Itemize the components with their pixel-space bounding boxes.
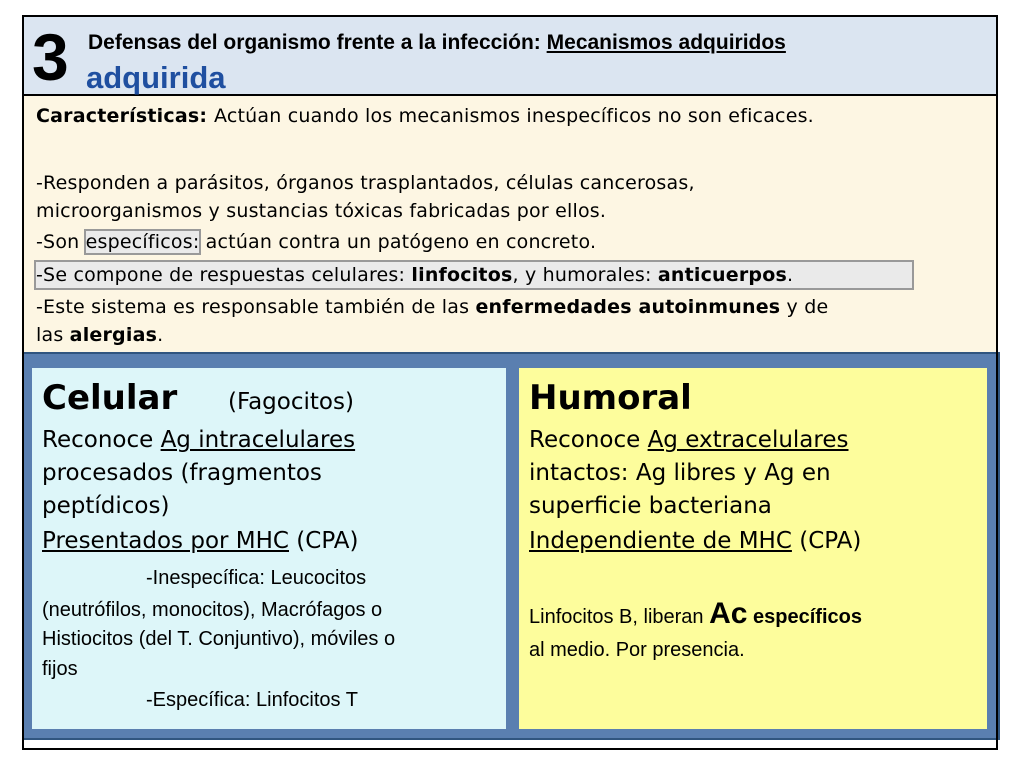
title-prefix: Defensas del organismo frente a la infección: — [88, 31, 547, 54]
humoral-small-2: al medio. Por presencia. — [529, 639, 745, 661]
ag-extracelulares: Ag extracelulares — [647, 427, 849, 453]
line4-e: . — [786, 264, 794, 286]
line5-c: y de — [780, 296, 829, 318]
celular-title: Celular — [42, 378, 178, 418]
linfocitos-text: linfocitos — [411, 264, 513, 286]
celular-small-5: -Específica: Linfocitos T — [146, 689, 358, 711]
presentados-mhc: Presentados por MHC — [42, 528, 289, 554]
anticuerpos-text: anticuerpos — [657, 264, 787, 286]
slide-subtitle: adquirida — [86, 60, 226, 95]
humoral-title: Humoral — [529, 378, 692, 418]
characteristics-label: Características: — [36, 105, 214, 127]
intro-text: Actúan cuando los mecanismos inespecíficos no son eficaces. — [213, 105, 814, 127]
celular-small-3: Histiocitos (del T. Conjuntivo), móviles o — [42, 628, 396, 650]
cl1a: Reconoce — [42, 427, 161, 453]
humoral-line-3: superficie bacteriana — [529, 493, 772, 519]
hl1a: Reconoce — [529, 427, 648, 453]
char-line-2: microorganismos y sustancias tóxicas fabricadas por ellos. — [36, 200, 607, 222]
ag-intracelulares: Ag intracelulares — [160, 427, 356, 453]
especificos-box: específicos: — [85, 231, 200, 253]
independiente-mhc: Independiente de MHC — [529, 528, 792, 554]
line5-a: -Este sistema es responsable también de las — [36, 296, 476, 318]
celular-small-1: -Inespecífica: Leucocitos — [146, 567, 367, 589]
celular-small-4: fijos — [42, 658, 78, 680]
title-underlined: Mecanismos adquiridos — [546, 31, 786, 54]
hs1a: Linfocitos B, liberan — [529, 606, 710, 628]
celular-line-3: peptídicos) — [42, 493, 170, 519]
section-number: 3 — [32, 20, 69, 94]
line4-c: , y humorales: — [512, 264, 658, 286]
celular-line-2: procesados (fragmentos — [42, 460, 322, 486]
line3-prefix: -Son — [36, 231, 86, 253]
line4-a: -Se compone de respuestas celulares: — [36, 264, 412, 286]
autoinmunes-text: enfermedades autoinmunes — [475, 296, 781, 318]
ac-text: Ac — [709, 597, 748, 630]
line3-suffix: actúan contra un patógeno en concreto. — [199, 231, 597, 253]
line6-a: las — [36, 324, 70, 346]
humoral-line-2: intactos: Ag libres y Ag en — [529, 460, 831, 486]
slide-frame — [22, 15, 998, 750]
alergias-text: alergias — [69, 324, 158, 346]
line6-c: . — [157, 324, 164, 346]
celular-small-2: (neutrófilos, monocitos), Macrófagos o — [42, 599, 383, 621]
hl4b: (CPA) — [791, 528, 862, 554]
char-line-1: -Responden a parásitos, órganos trasplantados, células cancerosas, — [36, 172, 695, 194]
cl4b: (CPA) — [289, 528, 359, 554]
especificos-text: específicos — [747, 606, 862, 628]
celular-subtitle: (Fagocitos) — [228, 389, 354, 415]
